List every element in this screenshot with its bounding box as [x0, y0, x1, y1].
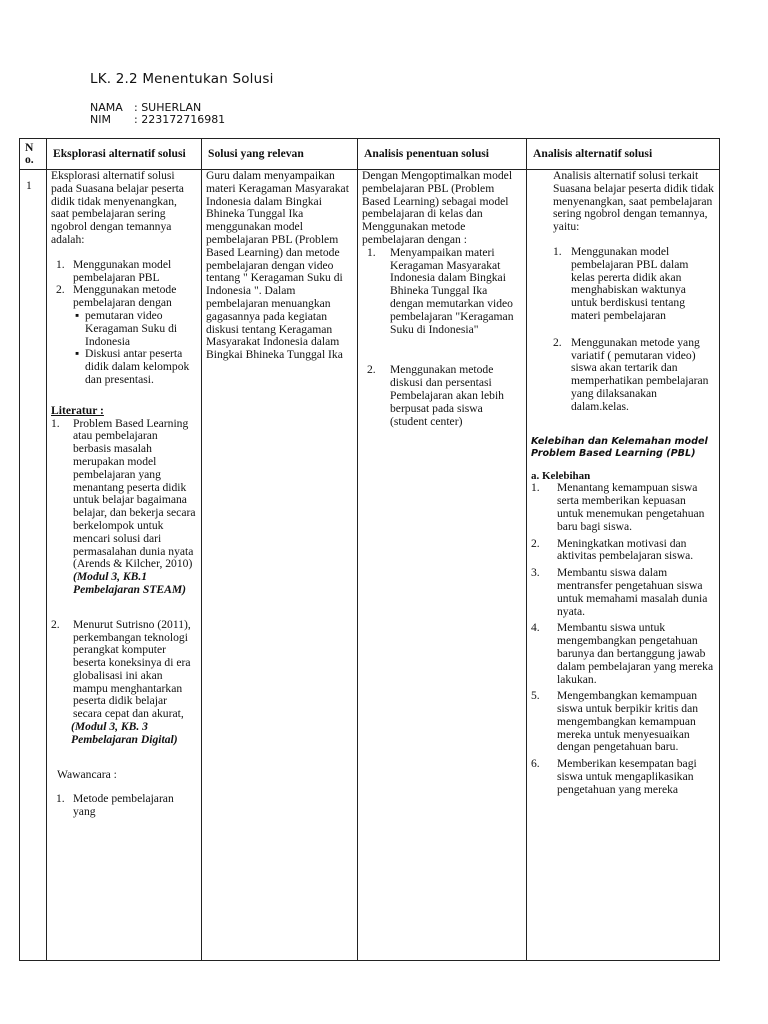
eksplorasi-intro: Eksplorasi alternatif solusi pada Suasana belajar peserta didik tidak menyenangkan, saat pembelajaran sering ngobrol dengan temannya adalah:	[51, 170, 184, 246]
list-item: 2. Menggunakan metode pembelajaran dengan ▪ pemutaran video Keragaman Suku di Indonesia ▪ Diskusi antar peserta didik dalam kelompok dan presentasi.	[56, 284, 197, 386]
name-value: : SUHERLAN	[134, 101, 202, 114]
list-item: 2. Menurut Sutrisno (2011), perkembangan teknologi perangkat komputer beserta koneksinya di era globalisasi ini akan mampu menghantarkan peserta didik belajar secara cepat dan akurat,	[51, 617, 191, 721]
list-item: 1. Problem Based Learning atau pembelajaran berbasis masalah merupakan model pembelajaran yang menantang peserta didik untuk belajar bagaimana belajar, dan bekerja secara berkelompok untuk mencari solusi dari permasalahan dunia nyata (Arends & Kilcher, 2010)	[51, 416, 196, 571]
table-row	[20, 170, 720, 961]
header-eksplorasi: Eksplorasi alternatif solusi	[47, 139, 202, 170]
list-item: 4. Membantu siswa untuk mengembangkan pengetahuan barunya dan bertanggung jawab dalam pembelajaran yang mereka lakukan.	[531, 621, 714, 686]
penentuan-list	[362, 247, 522, 429]
page-title: LK. 2.2 Menentukan Solusi	[90, 71, 274, 87]
row-number: 1	[26, 179, 32, 192]
list-item: 1. Menggunakan model pembelajaran PBL	[56, 257, 172, 284]
solusi-cell	[206, 170, 353, 950]
header-no: N o.	[20, 139, 47, 170]
literatur-label: Literatur :	[51, 403, 104, 417]
penentuan-intro: Dengan Mengoptimalkan model pembelajaran PBL (Problem Based Learning) sebagai model pembelajaran di kelas dan Menggunakan metode pembelajaran dengan :	[362, 170, 513, 246]
list-item: ▪ Diskusi antar peserta didik dalam kelompok dan presentasi.	[75, 347, 190, 386]
method-sub-list	[73, 310, 197, 387]
list-item: 1. Menantang kemampuan siswa serta memberikan kepuasan untuk menemukan pengetahuan baru bagi siswa.	[531, 481, 705, 533]
solution-table	[19, 138, 720, 961]
list-item: 1. Metode pembelajaran yang	[56, 792, 174, 819]
alternatif-intro: Analisis alternatif solusi terkait Suasana belajar peserta didik tidak menyenangkan, saat pembelajaran sering ngobrol dengan temannya, yaitu:	[553, 170, 714, 234]
literatur-ref-1: (Modul 3, KB.1 Pembelajaran STEAM)	[73, 570, 187, 596]
list-item: 5. Mengembangkan kemampuan siswa untuk berpikir kritis dan mengembangkan kemampuan mereka untuk menyesuaikan dengan pengetahuan baru.	[531, 689, 699, 754]
nim-value: : 223172716981	[134, 113, 226, 126]
solusi-text: Guru dalam menyampaikan materi Keragaman Masyarakat Indonesia dalam Bingkai Bhineka Tunggal Ika menggunakan model pembelajaran PBL (Problem Based Learning) dan metode pembelajaran dengan video tentang " Keragaman Suku di Indonesia ". Dalam pembelajaran menuangkan gagasannya pada kegiatan diskusi tentang Keragaman Masyarakat Indonesia dalam Bingkai Bhineka Tunggal Ika	[206, 170, 349, 362]
eksplorasi-cell	[51, 170, 197, 950]
list-item: ▪ pemutaran video Keragaman Suku di Indonesia	[75, 308, 178, 348]
wawancara-label: Wawancara :	[57, 767, 117, 781]
literatur-list	[51, 418, 197, 572]
list-item: 2. Meningkatkan motivasi dan aktivitas pembelajaran siswa.	[531, 536, 694, 563]
nim-label: NIM	[90, 113, 111, 126]
header-analisis-alternatif: Analisis alternatif solusi	[527, 139, 720, 170]
nim-line	[90, 113, 225, 126]
list-item: 1. Menyampaikan materi Keragaman Masyarakat Indonesia dalam Bingkai Bhineka Tunggal Ika dengan memutarkan video pembelajaran "Keragaman Suku di Indonesia"	[367, 245, 514, 336]
kelebihan-list	[531, 482, 715, 796]
list-item: 6. Memberikan kesempatan bagi siswa untuk mengaplikasikan pengetahuan yang mereka	[531, 757, 697, 796]
list-item: 2. Menggunakan metode diskusi dan persentasi Pembelajaran akan lebih berpusat pada siswa (student center)	[367, 363, 504, 428]
name-label: NAMA	[90, 101, 123, 114]
wawancara-list	[51, 793, 197, 819]
literatur-list-2	[51, 619, 197, 721]
eksplorasi-list	[51, 259, 197, 387]
literatur-ref-2: (Modul 3, KB. 3 Pembelajaran Digital)	[71, 720, 178, 746]
header-analisis-penentuan: Analisis penentuan solusi	[358, 139, 527, 170]
kelebihan-kelemahan-title: Kelebihan dan Kelemahan model Problem Based Learning (PBL)	[531, 435, 708, 459]
penentuan-cell	[362, 170, 522, 950]
table-header-row	[20, 139, 720, 170]
header-solusi: Solusi yang relevan	[202, 139, 358, 170]
list-item: 3. Membantu siswa dalam mentransfer pengetahuan siswa untuk memahami masalah dunia nyata.	[531, 566, 708, 618]
kelebihan-label: a. Kelebihan	[531, 469, 591, 482]
alternatif-cell	[531, 170, 715, 950]
list-item: 1. Menggunakan model pembelajaran PBL dalam kelas pererta didik akan menghabiskan waktunya untuk berdiskusi tentang materi pembelajaran	[553, 244, 689, 322]
alternatif-list	[531, 246, 715, 414]
list-item: 2. Menggunakan metode yang variatif ( pemutaran video) siswa akan tertarik dan memperhatikan pembelajaran yang dilaksanakan dalam.kelas.	[553, 335, 709, 413]
